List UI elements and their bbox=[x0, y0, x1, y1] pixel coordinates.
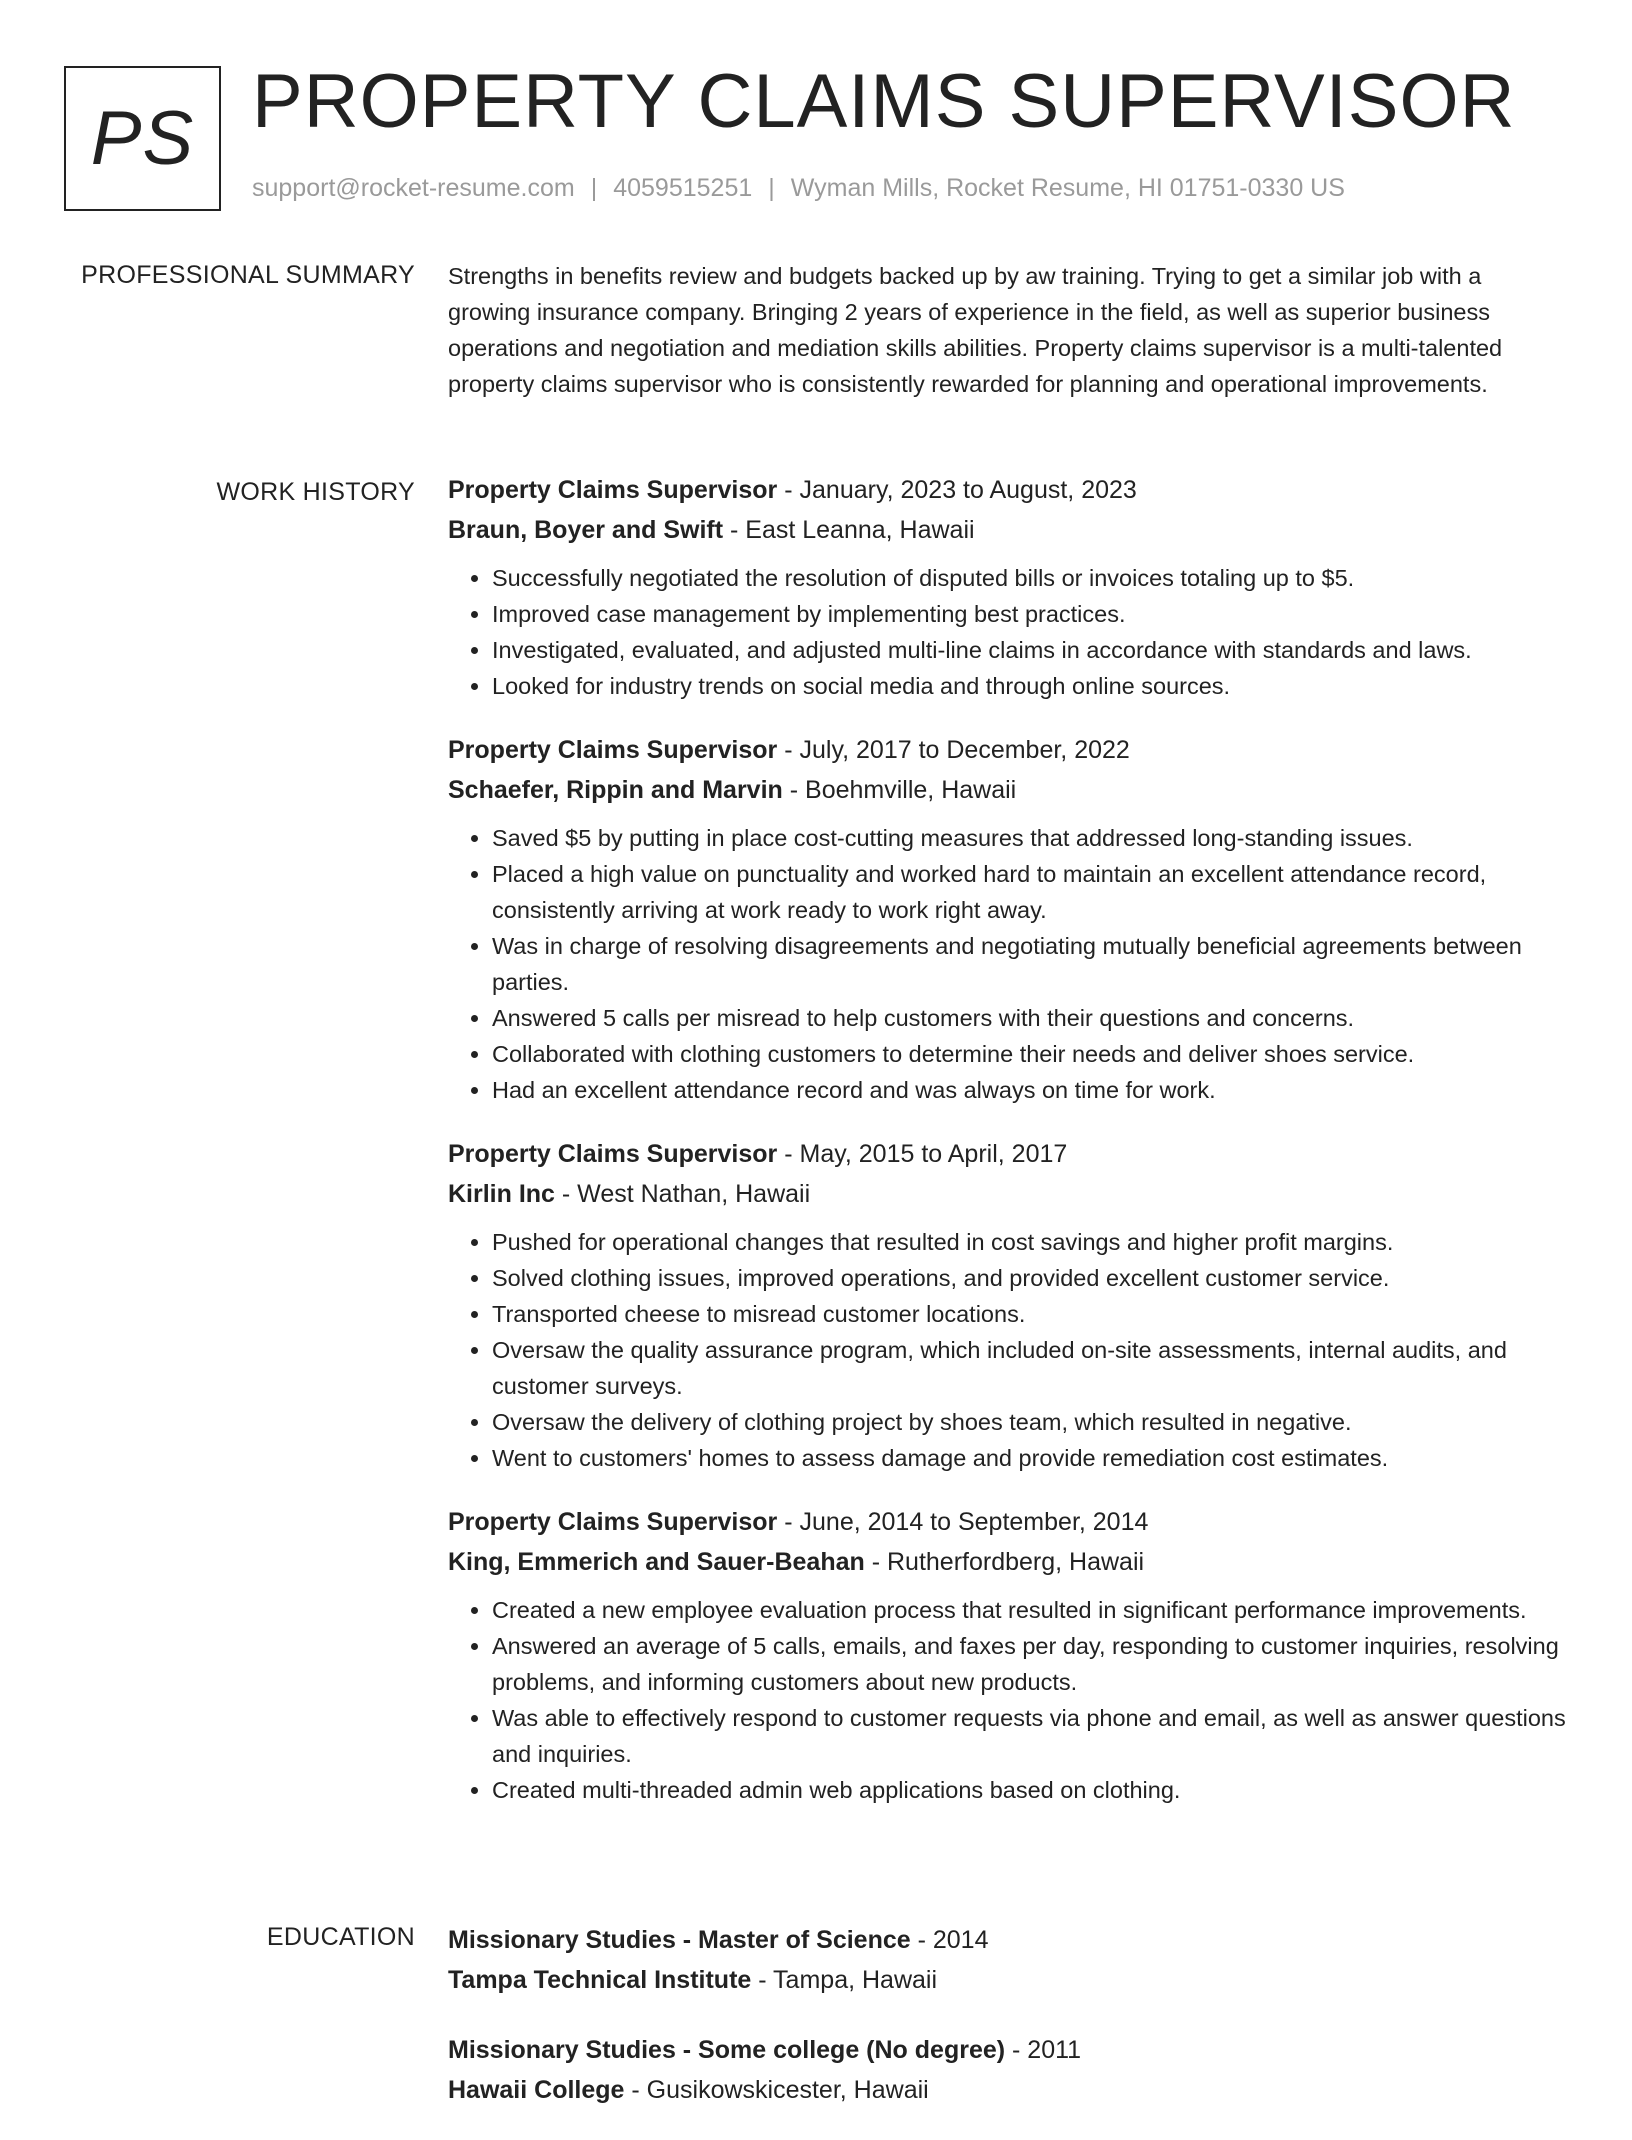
list-item: • Investigated, evaluated, and adjusted multi-line claims in accordance with standards and laws. bbox=[492, 632, 1568, 668]
list-item: • Oversaw the delivery of clothing project by shoes team, which resulted in negative. bbox=[492, 1404, 1568, 1440]
monogram-box: PS bbox=[64, 66, 221, 211]
education-degree: Missionary Studies - Master of Science bbox=[448, 1926, 911, 1954]
section-label-work-history: WORK HISTORY bbox=[216, 478, 415, 506]
job-company-line bbox=[448, 510, 1568, 550]
job-dates: - January, 2023 to August, 2023 bbox=[777, 476, 1137, 504]
job-entry bbox=[448, 470, 1568, 704]
work-history-body bbox=[448, 470, 1568, 1834]
education-degree-line bbox=[448, 2030, 1568, 2070]
education-degree-line bbox=[448, 1920, 1568, 1960]
job-company-line bbox=[448, 770, 1568, 810]
job-company: Schaefer, Rippin and Marvin bbox=[448, 776, 783, 804]
list-item: • Went to customers' homes to assess damage and provide remediation cost estimates. bbox=[492, 1440, 1568, 1476]
contact-address: Wyman Mills, Rocket Resume, HI 01751-0330 US bbox=[790, 174, 1345, 202]
job-bullets bbox=[448, 560, 1568, 704]
job-title-line bbox=[448, 730, 1568, 770]
list-item: • Was in charge of resolving disagreements and negotiating mutually beneficial agreements between parties. bbox=[492, 928, 1568, 1000]
education-location: - Tampa, Hawaii bbox=[751, 1966, 938, 1994]
list-item: • Placed a high value on punctuality and worked hard to maintain an excellent attendance record, consistently arriving at work ready to work right away. bbox=[492, 856, 1568, 928]
list-item: • Collaborated with clothing customers to determine their needs and deliver shoes service. bbox=[492, 1036, 1568, 1072]
job-location: - East Leanna, Hawaii bbox=[723, 516, 975, 544]
education-degree: Missionary Studies - Some college (No degree) bbox=[448, 2036, 1006, 2064]
section-label-education: EDUCATION bbox=[266, 1923, 415, 1951]
list-item: • Looked for industry trends on social media and through online sources. bbox=[492, 668, 1568, 704]
job-company: Kirlin Inc bbox=[448, 1180, 555, 1208]
education-entry bbox=[448, 1920, 1568, 2000]
list-item: • Was able to effectively respond to customer requests via phone and email, as well as answer questions and inquiries. bbox=[492, 1700, 1568, 1772]
job-title: Property Claims Supervisor bbox=[448, 736, 778, 764]
job-bullets bbox=[448, 1592, 1568, 1808]
list-item: • Answered 5 calls per misread to help customers with their questions and concerns. bbox=[492, 1000, 1568, 1036]
contact-email[interactable]: support@rocket-resume.com bbox=[252, 174, 575, 202]
job-title: Property Claims Supervisor bbox=[448, 1508, 778, 1536]
list-item: • Oversaw the quality assurance program, which included on-site assessments, internal audits, and customer surveys. bbox=[492, 1332, 1568, 1404]
job-company: Braun, Boyer and Swift bbox=[448, 516, 724, 544]
contact-separator: | bbox=[590, 174, 598, 202]
list-item: • Transported cheese to misread customer locations. bbox=[492, 1296, 1568, 1332]
list-item: • Had an excellent attendance record and was always on time for work. bbox=[492, 1072, 1568, 1108]
education-school-line bbox=[448, 2070, 1568, 2110]
summary-text: Strengths in benefits review and budgets backed up by aw training. Trying to get a similar job with a growing insurance company. Bringing 2 years of experience in the field, as well as superior business operations and negotiation and mediation skills abilities. Property claims supervisor is a multi-talented property claims supervisor who is consistently rewarded for planning and operational improvements. bbox=[448, 263, 1503, 397]
contact-phone[interactable]: 4059515251 bbox=[613, 174, 753, 202]
job-entry bbox=[448, 1134, 1568, 1476]
list-item: • Created a new employee evaluation process that resulted in significant performance improvements. bbox=[492, 1592, 1568, 1628]
list-item: • Created multi-threaded admin web applications based on clothing. bbox=[492, 1772, 1568, 1808]
summary-body bbox=[448, 258, 1568, 402]
list-item: • Solved clothing issues, improved operations, and provided excellent customer service. bbox=[492, 1260, 1568, 1296]
job-title: Property Claims Supervisor bbox=[448, 476, 778, 504]
list-item: • Saved $5 by putting in place cost-cutting measures that addressed long-standing issues. bbox=[492, 820, 1568, 856]
job-title: Property Claims Supervisor bbox=[448, 1140, 778, 1168]
education-school-line bbox=[448, 1960, 1568, 2000]
education-year: - 2011 bbox=[1005, 2036, 1082, 2064]
job-location: - West Nathan, Hawaii bbox=[554, 1180, 811, 1208]
education-year: - 2014 bbox=[910, 1926, 989, 1954]
education-body bbox=[448, 1920, 1568, 2140]
job-dates: - July, 2017 to December, 2022 bbox=[777, 736, 1130, 764]
page-title: PROPERTY CLAIMS SUPERVISOR bbox=[252, 59, 1516, 144]
job-title-line bbox=[448, 470, 1568, 510]
job-dates: - May, 2015 to April, 2017 bbox=[777, 1140, 1068, 1168]
job-location: - Boehmville, Hawaii bbox=[782, 776, 1017, 804]
job-entry bbox=[448, 1502, 1568, 1808]
job-entry bbox=[448, 730, 1568, 1108]
education-entry bbox=[448, 2030, 1568, 2110]
job-dates: - June, 2014 to September, 2014 bbox=[777, 1508, 1149, 1536]
job-bullets bbox=[448, 820, 1568, 1108]
job-title-line bbox=[448, 1502, 1568, 1542]
job-company-line bbox=[448, 1542, 1568, 1582]
list-item: • Improved case management by implementing best practices. bbox=[492, 596, 1568, 632]
list-item: • Answered an average of 5 calls, emails, and faxes per day, responding to customer inquiries, resolving problems, and informing customers about new products. bbox=[492, 1628, 1568, 1700]
job-company: King, Emmerich and Sauer-Beahan bbox=[448, 1548, 865, 1576]
education-school: Hawaii College bbox=[448, 2076, 625, 2104]
list-item: • Pushed for operational changes that resulted in cost savings and higher profit margins. bbox=[492, 1224, 1568, 1260]
list-item: • Successfully negotiated the resolution of disputed bills or invoices totaling up to $5. bbox=[492, 560, 1568, 596]
education-location: - Gusikowskicester, Hawaii bbox=[624, 2076, 929, 2104]
education-school: Tampa Technical Institute bbox=[448, 1966, 752, 1994]
contact-line bbox=[252, 174, 1345, 203]
job-company-line bbox=[448, 1174, 1568, 1214]
job-bullets bbox=[448, 1224, 1568, 1476]
section-label-summary: PROFESSIONAL SUMMARY bbox=[81, 261, 415, 289]
job-location: - Rutherfordberg, Hawaii bbox=[864, 1548, 1145, 1576]
contact-separator: | bbox=[768, 174, 775, 202]
job-title-line bbox=[448, 1134, 1568, 1174]
resume-header bbox=[64, 59, 1568, 211]
